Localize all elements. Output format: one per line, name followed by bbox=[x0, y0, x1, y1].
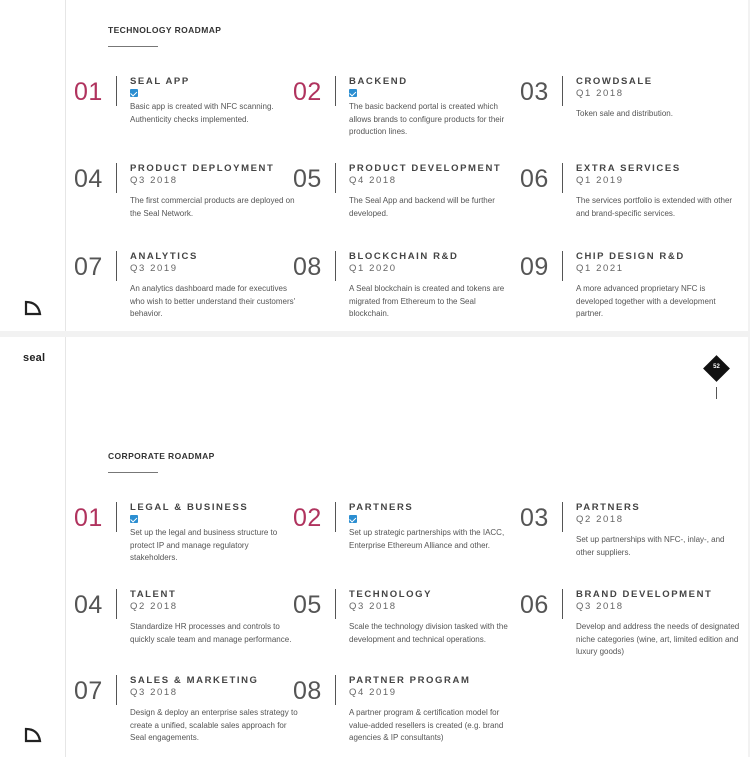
roadmap-item bbox=[74, 589, 294, 669]
item-number: 06 bbox=[520, 591, 549, 619]
item-description: Set up partnerships with NFC-, inlay-, and other suppliers. bbox=[576, 535, 725, 557]
item-date: Q1 2020 bbox=[349, 263, 397, 274]
sidebar-divider bbox=[65, 337, 66, 757]
item-title: PARTNERS bbox=[576, 502, 641, 513]
item-title: EXTRA SERVICES bbox=[576, 163, 681, 174]
item-description: An analytics dashboard made for executives who wish to better understand their customers' behavior. bbox=[130, 284, 296, 318]
seal-logo-icon bbox=[24, 298, 42, 316]
item-divider bbox=[562, 163, 563, 193]
item-title: PRODUCT DEPLOYMENT bbox=[130, 163, 275, 174]
item-number: 05 bbox=[293, 591, 322, 619]
item-date: Q2 2018 bbox=[576, 514, 624, 525]
brand-wordmark: seal bbox=[23, 352, 46, 364]
item-divider bbox=[562, 76, 563, 106]
item-description: Develop and address the needs of designated niche categories (wine, art, limited edition and luxury goods) bbox=[576, 622, 740, 656]
item-body bbox=[576, 502, 744, 559]
item-description: The services portfolio is extended with other and brand-specific services. bbox=[576, 196, 733, 218]
roadmap-item bbox=[520, 251, 740, 331]
roadmap-item bbox=[293, 589, 513, 669]
roadmap-item bbox=[293, 675, 513, 755]
item-body bbox=[130, 589, 298, 646]
item-date: Q1 2018 bbox=[576, 88, 624, 99]
item-title: PARTNER PROGRAM bbox=[349, 675, 471, 686]
item-number: 04 bbox=[74, 591, 103, 619]
item-title: SEAL APP bbox=[130, 76, 190, 87]
item-divider bbox=[562, 502, 563, 532]
item-body bbox=[349, 251, 517, 321]
item-divider bbox=[562, 251, 563, 281]
item-date: Q1 2019 bbox=[576, 175, 624, 186]
item-title: SALES & MARKETING bbox=[130, 675, 259, 686]
item-body bbox=[130, 76, 298, 126]
item-number: 02 bbox=[293, 504, 322, 532]
item-number: 07 bbox=[74, 677, 103, 705]
item-body bbox=[349, 502, 517, 552]
section-title-technology: TECHNOLOGY ROADMAP bbox=[108, 25, 222, 35]
item-description: Set up strategic partnerships with the IACC, Enterprise Ethereum Alliance and other. bbox=[349, 528, 505, 550]
item-description: Scale the technology division tasked with the development and technical operations. bbox=[349, 622, 508, 644]
item-body bbox=[576, 251, 744, 321]
item-number: 03 bbox=[520, 78, 549, 106]
item-body bbox=[349, 163, 517, 220]
title-underline bbox=[108, 46, 158, 47]
roadmap-item bbox=[520, 163, 740, 243]
item-number: 04 bbox=[74, 165, 103, 193]
item-number: 01 bbox=[74, 78, 103, 106]
item-description: Token sale and distribution. bbox=[576, 109, 673, 118]
roadmap-item bbox=[293, 251, 513, 331]
badge-stem bbox=[716, 387, 717, 399]
technology-roadmap-page bbox=[0, 0, 748, 331]
item-divider bbox=[335, 589, 336, 619]
checkbox-checked-icon bbox=[349, 515, 357, 523]
roadmap-item bbox=[520, 76, 740, 156]
checkbox-checked-icon bbox=[349, 89, 357, 97]
item-title: TECHNOLOGY bbox=[349, 589, 433, 600]
item-divider bbox=[116, 589, 117, 619]
roadmap-item bbox=[74, 251, 294, 331]
item-date: Q3 2018 bbox=[349, 601, 397, 612]
item-divider bbox=[116, 251, 117, 281]
item-title: BLOCKCHAIN R&D bbox=[349, 251, 459, 262]
item-number: 08 bbox=[293, 677, 322, 705]
item-title: PRODUCT DEVELOPMENT bbox=[349, 163, 502, 174]
item-date: Q4 2019 bbox=[349, 687, 397, 698]
page-number-badge bbox=[704, 357, 728, 401]
item-date: Q2 2018 bbox=[130, 601, 178, 612]
item-body bbox=[130, 502, 298, 565]
item-description: The first commercial products are deployed on the Seal Network. bbox=[130, 196, 295, 218]
item-body bbox=[349, 76, 517, 139]
corporate-roadmap-page bbox=[0, 337, 748, 757]
item-description: The basic backend portal is created which allows brands to configure products for their production lines. bbox=[349, 102, 505, 136]
item-number: 05 bbox=[293, 165, 322, 193]
item-body bbox=[130, 675, 298, 745]
roadmap-item bbox=[520, 502, 740, 582]
item-title: PARTNERS bbox=[349, 502, 414, 513]
roadmap-item bbox=[293, 502, 513, 582]
item-date: Q1 2021 bbox=[576, 263, 624, 274]
item-date: Q3 2018 bbox=[576, 601, 624, 612]
item-number: 06 bbox=[520, 165, 549, 193]
item-number: 01 bbox=[74, 504, 103, 532]
item-body bbox=[576, 76, 744, 121]
checkbox-checked-icon bbox=[130, 515, 138, 523]
item-body bbox=[576, 589, 744, 659]
roadmap-item bbox=[74, 76, 294, 156]
item-body bbox=[130, 163, 298, 220]
roadmap-item bbox=[520, 589, 740, 669]
item-title: LEGAL & BUSINESS bbox=[130, 502, 249, 513]
item-title: CHIP DESIGN R&D bbox=[576, 251, 685, 262]
roadmap-item bbox=[293, 163, 513, 243]
section-title-corporate: CORPORATE ROADMAP bbox=[108, 451, 215, 461]
item-number: 07 bbox=[74, 253, 103, 281]
item-date: Q4 2018 bbox=[349, 175, 397, 186]
item-description: Standardize HR processes and controls to quickly scale team and manage performance. bbox=[130, 622, 292, 644]
item-description: A more advanced proprietary NFC is developed together with a development partner. bbox=[576, 284, 716, 318]
item-body bbox=[349, 675, 517, 745]
item-divider bbox=[562, 589, 563, 619]
item-number: 02 bbox=[293, 78, 322, 106]
item-number: 03 bbox=[520, 504, 549, 532]
item-title: CROWDSALE bbox=[576, 76, 653, 87]
sidebar-divider bbox=[65, 0, 66, 331]
roadmap-item bbox=[74, 502, 294, 582]
item-description: Basic app is created with NFC scanning. Authenticity checks implemented. bbox=[130, 102, 274, 124]
roadmap-item bbox=[74, 163, 294, 243]
roadmap-item bbox=[74, 675, 298, 755]
seal-logo-icon bbox=[24, 725, 42, 743]
item-divider bbox=[116, 675, 117, 705]
item-divider bbox=[116, 163, 117, 193]
item-divider bbox=[335, 76, 336, 106]
item-description: Design & deploy an enterprise sales strategy to create a unified, scalable sales approach for Seal engagements. bbox=[130, 708, 298, 742]
page-number: 52 bbox=[713, 364, 720, 370]
roadmap-item bbox=[293, 76, 513, 156]
item-description: A partner program & certification model for value-added resellers is created (e.g. brand agencies & IP consultants) bbox=[349, 708, 504, 742]
item-divider bbox=[335, 163, 336, 193]
checkbox-checked-icon bbox=[130, 89, 138, 97]
item-divider bbox=[116, 502, 117, 532]
item-divider bbox=[335, 502, 336, 532]
title-underline bbox=[108, 472, 158, 473]
item-title: BRAND DEVELOPMENT bbox=[576, 589, 713, 600]
item-title: ANALYTICS bbox=[130, 251, 198, 262]
item-divider bbox=[335, 251, 336, 281]
item-divider bbox=[116, 76, 117, 106]
item-description: A Seal blockchain is created and tokens are migrated from Ethereum to the Seal blockchain. bbox=[349, 284, 505, 318]
item-body bbox=[576, 163, 744, 220]
item-date: Q3 2019 bbox=[130, 263, 178, 274]
item-number: 08 bbox=[293, 253, 322, 281]
item-title: BACKEND bbox=[349, 76, 408, 87]
item-description: The Seal App and backend will be further developed. bbox=[349, 196, 495, 218]
item-title: TALENT bbox=[130, 589, 177, 600]
item-description: Set up the legal and business structure to protect IP and manage regulatory stakeholders. bbox=[130, 528, 278, 562]
item-date: Q3 2018 bbox=[130, 687, 178, 698]
item-body bbox=[349, 589, 517, 646]
item-number: 09 bbox=[520, 253, 549, 281]
item-divider bbox=[335, 675, 336, 705]
item-body bbox=[130, 251, 298, 321]
item-date: Q3 2018 bbox=[130, 175, 178, 186]
